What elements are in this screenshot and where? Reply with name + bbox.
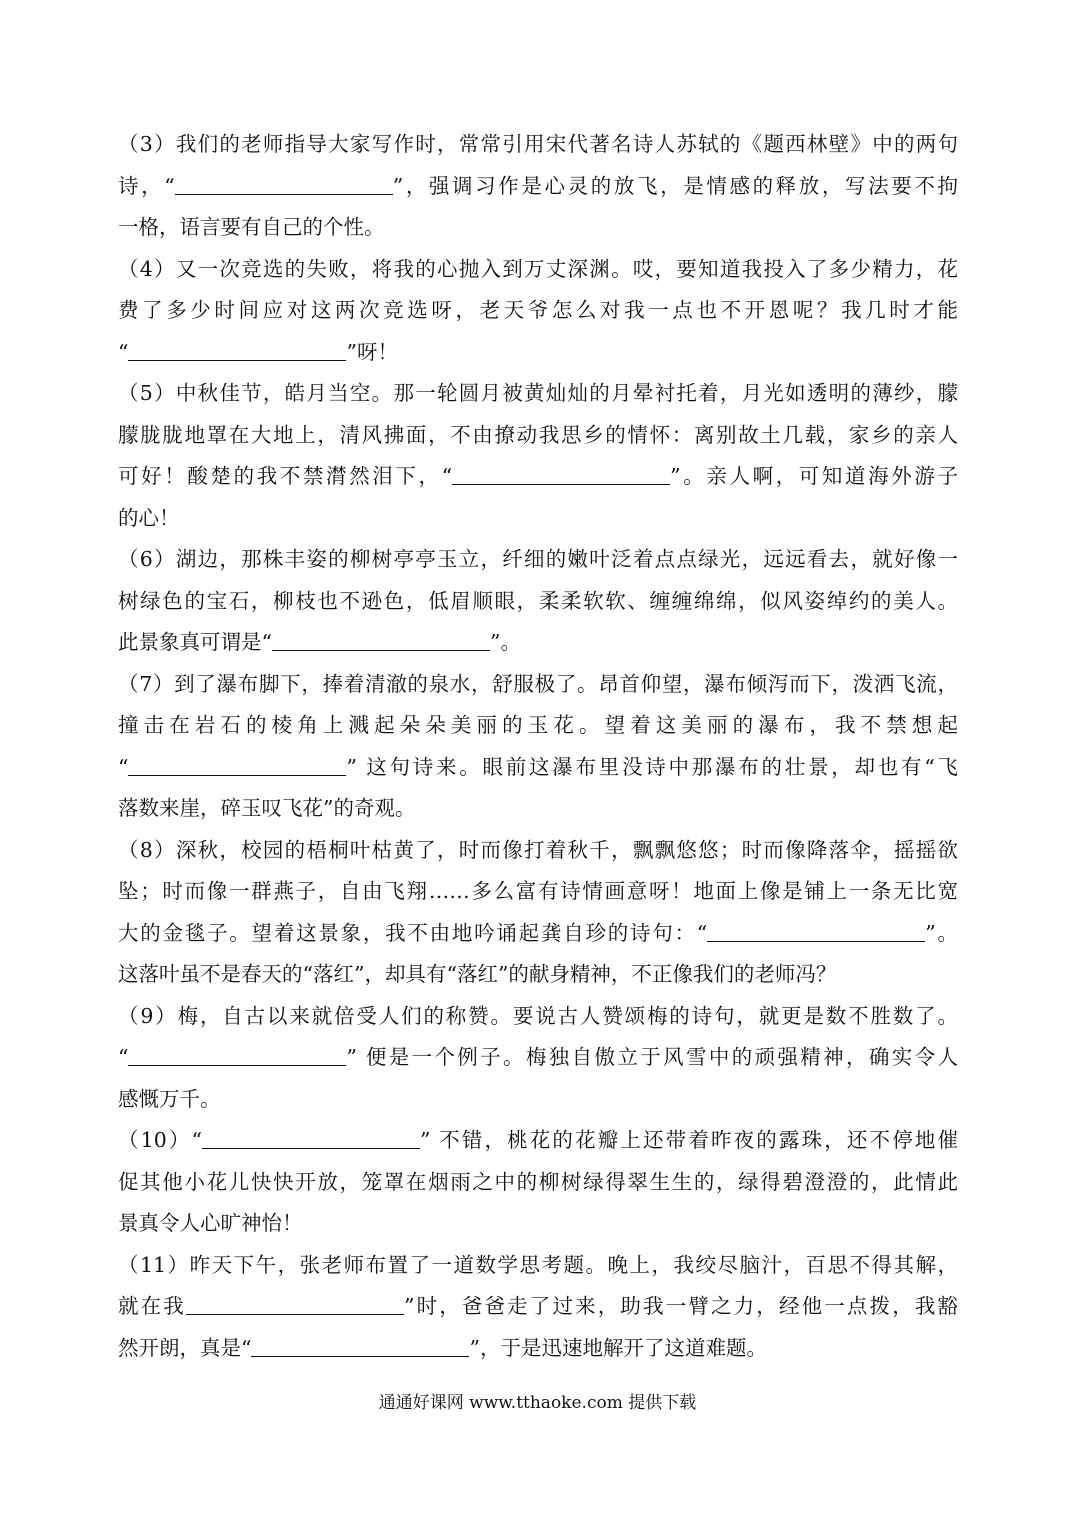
exercise-content (118, 124, 958, 1369)
text-line (118, 1120, 958, 1162)
answer-blank[interactable] (202, 1128, 420, 1149)
text-segment: ” 不错，桃花的花瓣上还带着昨夜的露珠，还不停地催 (420, 1128, 958, 1152)
text-line (118, 1286, 958, 1328)
text-segment: “ (118, 754, 129, 779)
text-line: 树绿色的宝石，柳枝也不逊色，低眉顺眼，柔柔软软、缠缠绵绵，似风姿绰约的美人。 (118, 588, 958, 613)
text-line: 感慨万千。 (118, 1086, 221, 1111)
text-line: （8）深秋，校园的梧桐叶枯黄了，时而像打着秋千，飘飘悠悠；时而像降落伞，摇摇欲 (118, 837, 958, 862)
text-segment: ” 便是一个例子。梅独自傲立于风雪中的顽强精神，确实令人 (346, 1045, 958, 1069)
answer-blank[interactable] (251, 1336, 469, 1357)
text-segment: 大的金毯子。望着这景象，我不由地吟诵起龚自珍的诗句：“ (118, 920, 708, 945)
text-line (118, 622, 958, 664)
question-item (118, 830, 958, 996)
text-segment: ”，于是迅速地解开了这道难题。 (469, 1335, 767, 1360)
text-line: 坠；时而像一群燕子，自由飞翔……多么富有诗情画意呀！地面上像是铺上一条无比宽 (118, 879, 958, 903)
answer-blank[interactable] (175, 174, 393, 195)
text-line (118, 332, 958, 374)
text-line (118, 1037, 958, 1079)
text-line: 朦胧胧地罩在大地上，清风拂面，不由撩动我思乡的情怀：离别故土几载，家乡的亲人 (118, 422, 958, 447)
answer-blank[interactable] (452, 464, 670, 485)
text-line: 促其他小花儿快快开放，笼罩在烟雨之中的柳树绿得翠生生的，绿得碧澄澄的，此情此 (118, 1169, 958, 1194)
text-line: 落数来崖，碎玉叹飞花”的奇观。 (118, 796, 416, 820)
question-item (118, 1120, 958, 1245)
text-line: 景真令人心旷神怡！ (118, 1211, 303, 1235)
text-segment: “ (118, 339, 129, 364)
text-line: 这落叶虽不是春天的“落红”，却具有“落红”的献身精神，不正像我们的老师冯？ (118, 962, 837, 986)
text-line: 一格，语言要有自己的个性。 (118, 215, 385, 239)
answer-blank[interactable] (128, 340, 346, 361)
answer-blank[interactable] (707, 921, 925, 942)
text-line (118, 747, 958, 789)
question-item (118, 664, 958, 830)
text-segment: 此景象真可谓是“ (118, 630, 272, 654)
text-segment: ”。 (489, 630, 521, 654)
text-line (118, 166, 958, 208)
text-segment: 诗，“ (118, 173, 175, 198)
text-line (118, 913, 958, 955)
text-line: （5）中秋佳节，皓月当空。那一轮圆月被黄灿灿的月晕衬托着，月光如透明的薄纱，朦 (118, 381, 958, 405)
question-item (118, 124, 958, 249)
text-line: （11）昨天下午，张老师布置了一道数学思考题。晚上，我绞尽脑汁，百思不得其解， (118, 1252, 958, 1277)
question-item (118, 249, 958, 374)
text-line: （6）湖边，那株丰姿的柳树亭亭玉立，纤细的嫩叶泛着点点绿光，远远看去，就好像一 (118, 547, 958, 571)
text-segment: ”，强调习作是心灵的放飞，是情感的释放，写法要不拘 (392, 173, 958, 198)
answer-blank[interactable] (272, 630, 490, 651)
text-line: （4）又一次竞选的失败，将我的心抛入到万丈深渊。哎，要知道我投入了多少精力，花 (118, 256, 958, 281)
text-segment: ”。 (925, 920, 958, 945)
question-item (118, 1245, 958, 1370)
answer-blank[interactable] (128, 1045, 346, 1066)
text-segment: ”时，爸爸走了过来，助我一臂之力，经他一点拨，我豁 (403, 1294, 959, 1318)
text-segment: ”呀！ (346, 339, 398, 364)
text-line (118, 456, 958, 498)
text-line: （3）我们的老师指导大家写作时，常常引用宋代著名诗人苏轼的《题西林壁》中的两句 (118, 132, 958, 156)
text-segment: 可好！酸楚的我不禁潸然泪下，“ (118, 464, 453, 488)
text-line: 的心！ (118, 505, 180, 530)
page-footer: 通通好课网 www.tthaoke.com 提供下载 (378, 1393, 697, 1413)
text-segment: 就在我 (118, 1294, 186, 1318)
text-segment: 然开朗，真是“ (118, 1335, 252, 1360)
text-line (118, 1328, 958, 1370)
answer-blank[interactable] (128, 755, 346, 776)
question-item (118, 996, 958, 1121)
text-line: （7）到了瀑布脚下，捧着清澈的泉水，舒服极了。昂首仰望，瀑布倾泻而下，泼洒飞流， (118, 671, 958, 696)
text-line: （9）梅，自古以来就倍受人们的称赞。要说古人赞颂梅的诗句，就更是数不胜数了。 (118, 1003, 958, 1028)
text-segment: ”。亲人啊，可知道海外游子 (670, 464, 959, 488)
text-line: 费了多少时间应对这两次竞选呀，老天爷怎么对我一点也不开恩呢？我几时才能 (118, 298, 958, 322)
text-segment: “ (118, 1045, 129, 1069)
question-item (118, 373, 958, 539)
text-line: 撞击在岩石的棱角上溅起朵朵美丽的玉花。望着这美丽的瀑布，我不禁想起 (118, 713, 958, 737)
question-item (118, 539, 958, 664)
text-segment: ” 这句诗来。眼前这瀑布里没诗中那瀑布的壮景，却也有“飞 (346, 754, 958, 779)
text-segment: （10）“ (118, 1128, 203, 1152)
answer-blank[interactable] (186, 1294, 404, 1315)
